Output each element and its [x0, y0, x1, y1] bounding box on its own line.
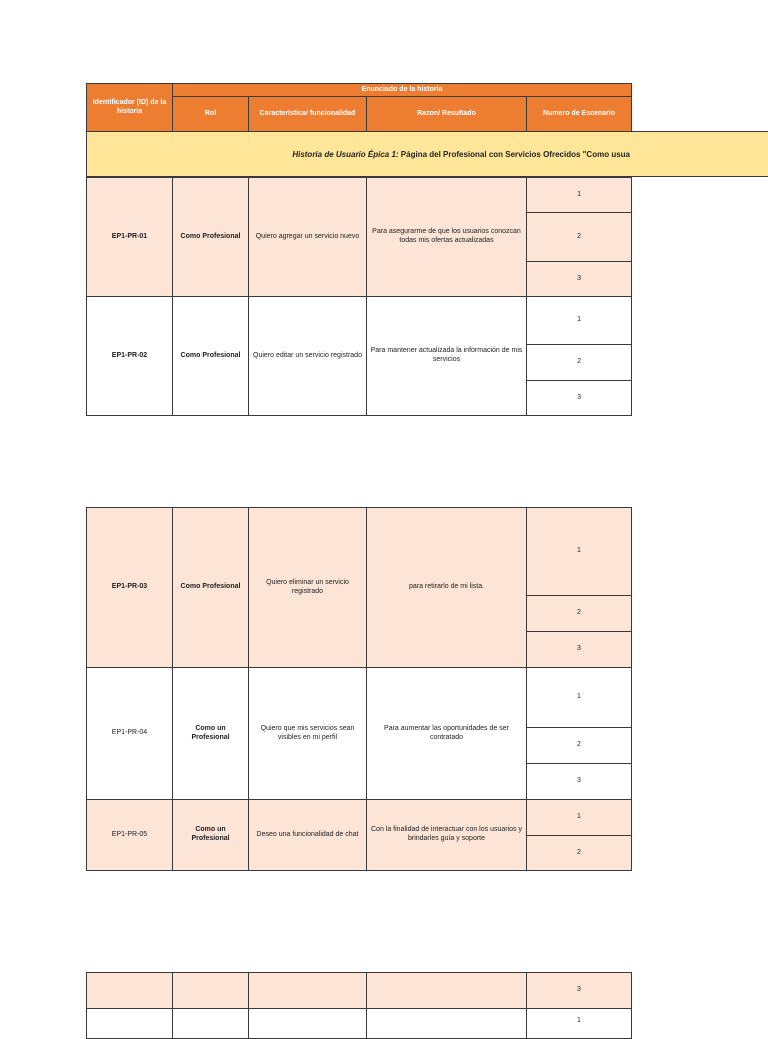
escenario-cell: 2 [527, 345, 632, 381]
escenario-cell: 2 [527, 596, 632, 632]
story-id: EP1-PR-02 [87, 297, 173, 416]
header-razon: Razon/ Resultado [367, 97, 527, 132]
header-rol: Rol [173, 97, 249, 132]
story-rol-continued [173, 973, 249, 1009]
story-rol: Como un Profesional [173, 800, 249, 871]
escenario-cell: 3 [527, 764, 632, 800]
escenario-cell: 1 [527, 668, 632, 728]
story-razon: Para asegurarme de que los usuarios conozcan todas mis ofertas actualizadas [367, 178, 527, 297]
story-caracteristica: Quiero agregar un servicio nuevo [249, 178, 367, 297]
story-caracteristica: Quiero que mis servicios sean visibles en mi perfil [249, 668, 367, 800]
stories-table-page-2 [86, 507, 632, 871]
story-rol: Como un Profesional [173, 668, 249, 800]
story-caracteristica: Quiero eliminar un servicio registrado [249, 508, 367, 668]
header-escenario: Numero de Escenario [527, 97, 632, 132]
escenario-cell: 2 [527, 728, 632, 764]
epic-description: Página del Profesional con Servicios Ofrecidos "Como usua [398, 149, 630, 159]
story-id: EP1-PR-03 [87, 508, 173, 668]
escenario-cell: 3 [527, 973, 632, 1009]
escenario-cell: 2 [527, 836, 632, 871]
story-razon: Con la finalidad de interactuar con los usuarios y brindarles guía y soporte [367, 800, 527, 871]
story-rol: Como Profesional [173, 297, 249, 416]
escenario-cell: 3 [527, 381, 632, 416]
story-id: EP1-PR-05 [87, 800, 173, 871]
story-razon: Para mantener actualizada la información de mis servicios [367, 297, 527, 416]
story-razon: para retirarlo de mi lista. [367, 508, 527, 668]
story-id-continued [87, 973, 173, 1009]
story-rol: Como Profesional [173, 178, 249, 297]
story-caracteristica-continued [249, 973, 367, 1009]
escenario-cell: 1 [527, 800, 632, 836]
story-id: EP1-PR-01 [87, 178, 173, 297]
story-caracteristica: Quiero editar un servicio registrado [249, 297, 367, 416]
header-id: Identificador (ID) de la historia [87, 84, 173, 132]
escenario-cell: 2 [527, 213, 632, 262]
story-razon-continued [367, 973, 527, 1009]
escenario-cell: 3 [527, 632, 632, 668]
escenario-cell: 1 [527, 178, 632, 213]
header-caracteristica: Característica/ funcionalidad [249, 97, 367, 132]
escenario-cell: 1 [527, 297, 632, 345]
escenario-cell: 1 [527, 1009, 632, 1039]
escenario-cell: 3 [527, 262, 632, 297]
story-rol: Como Profesional [173, 508, 249, 668]
story-id: EP1-PR-04 [87, 668, 173, 800]
story-razon: Para aumentar las oportunidades de ser contratado [367, 668, 527, 800]
header-group: Enunciado de la historia [173, 84, 632, 97]
epic-section-banner [86, 131, 768, 177]
story-caracteristica: Deseo una funcionalidad de chat [249, 800, 367, 871]
escenario-cell: 1 [527, 508, 632, 596]
epic-label: Historia de Usuario Épica 1: [292, 149, 399, 159]
stories-table-page-3 [86, 972, 632, 1039]
